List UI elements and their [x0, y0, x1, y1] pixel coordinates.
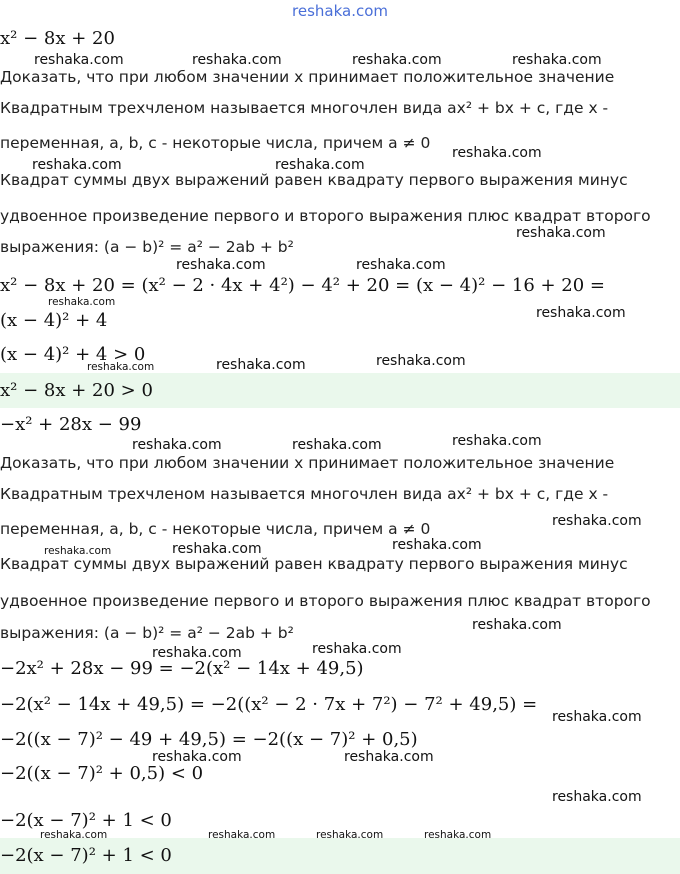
watermark: reshaka.com	[512, 52, 602, 68]
watermark: reshaka.com	[32, 157, 122, 173]
problem-2-calc-line-1: −2x² + 28x − 99 = −2(x² − 14x + 49,5)	[0, 658, 364, 679]
watermark: reshaka.com	[356, 257, 446, 273]
watermark: reshaka.com	[344, 749, 434, 765]
problem-2-calc-line-5: −2(x − 7)² + 1 < 0	[0, 810, 172, 831]
watermark: reshaka.com	[87, 361, 155, 373]
watermark: reshaka.com	[552, 789, 642, 805]
watermark: reshaka.com	[452, 145, 542, 161]
watermark: reshaka.com	[352, 52, 442, 68]
watermark: reshaka.com	[424, 829, 492, 841]
problem-1-calc-line-1: x² − 8x + 20 = (x² − 2 · 4x + 4²) − 4² + 20 = (x − 4)² − 16 + 20 =	[0, 275, 606, 296]
watermark: reshaka.com	[152, 749, 242, 765]
watermark: reshaka.com	[208, 829, 276, 841]
problem-2-rule-line-1: Квадрат суммы двух выражений равен квадрату первого выражения минус	[0, 555, 628, 573]
watermark: reshaka.com	[292, 437, 382, 453]
problem-1-calc-line-2: (x − 4)² + 4	[0, 310, 108, 331]
watermark: reshaka.com	[216, 357, 306, 373]
problem-2-calc-line-2: −2(x² − 14x + 49,5) = −2((x² − 2 · 7x + 7²) − 7² + 49,5) =	[0, 694, 538, 715]
problem-1-rule-line-3: выражения: (a − b)² = a² − 2ab + b²	[0, 238, 294, 256]
watermark: reshaka.com	[132, 437, 222, 453]
watermark: reshaka.com	[392, 537, 482, 553]
problem-1-definition-line-1: Квадратным трехчленом называется многочлен вида ax² + bx + c, где x -	[0, 99, 609, 117]
watermark: reshaka.com	[275, 157, 365, 173]
watermark: reshaka.com	[34, 52, 124, 68]
watermark: reshaka.com	[172, 541, 262, 557]
watermark: reshaka.com	[516, 225, 606, 241]
watermark: reshaka.com	[48, 296, 116, 308]
watermark: reshaka.com	[44, 545, 112, 557]
problem-2-task: Доказать, что при любом значении x принимает положительное значение	[0, 454, 615, 472]
problem-2-calc-line-3: −2((x − 7)² − 49 + 49,5) = −2((x − 7)² + 0,5)	[0, 729, 418, 750]
watermark: reshaka.com	[552, 513, 642, 529]
watermark: reshaka.com	[536, 305, 626, 321]
watermark: reshaka.com	[176, 257, 266, 273]
problem-1-expression: x² − 8x + 20	[0, 28, 115, 49]
watermark: reshaka.com	[40, 829, 108, 841]
problem-1-rule-line-1: Квадрат суммы двух выражений равен квадрату первого выражения минус	[0, 171, 628, 189]
watermark: reshaka.com	[312, 641, 402, 657]
watermark: reshaka.com	[192, 52, 282, 68]
watermark: reshaka.com	[472, 617, 562, 633]
problem-1-answer: x² − 8x + 20 > 0	[0, 380, 153, 401]
problem-1-task: Доказать, что при любом значении x принимает положительное значение	[0, 68, 615, 86]
watermark: reshaka.com	[452, 433, 542, 449]
watermark: reshaka.com	[316, 829, 384, 841]
site-title[interactable]: reshaka.com	[292, 2, 388, 20]
problem-1-rule-line-2: удвоенное произведение первого и второго выражения плюс квадрат второго	[0, 207, 651, 225]
problem-2-answer: −2(x − 7)² + 1 < 0	[0, 845, 172, 866]
watermark: reshaka.com	[152, 645, 242, 661]
problem-2-expression: −x² + 28x − 99	[0, 414, 142, 435]
problem-2-rule-line-2: удвоенное произведение первого и второго выражения плюс квадрат второго	[0, 592, 651, 610]
problem-1-calc-line-3: (x − 4)² + 4 > 0	[0, 344, 146, 365]
watermark: reshaka.com	[552, 709, 642, 725]
problem-2-rule-line-3: выражения: (a − b)² = a² − 2ab + b²	[0, 624, 294, 642]
problem-2-calc-line-4: −2((x − 7)² + 0,5) < 0	[0, 763, 204, 784]
watermark: reshaka.com	[376, 353, 466, 369]
problem-2-definition-line-2: переменная, a, b, c - некоторые числа, причем a ≠ 0	[0, 520, 431, 538]
problem-2-definition-line-1: Квадратным трехчленом называется многочлен вида ax² + bx + c, где x -	[0, 485, 609, 503]
problem-1-definition-line-2: переменная, a, b, c - некоторые числа, причем a ≠ 0	[0, 134, 431, 152]
